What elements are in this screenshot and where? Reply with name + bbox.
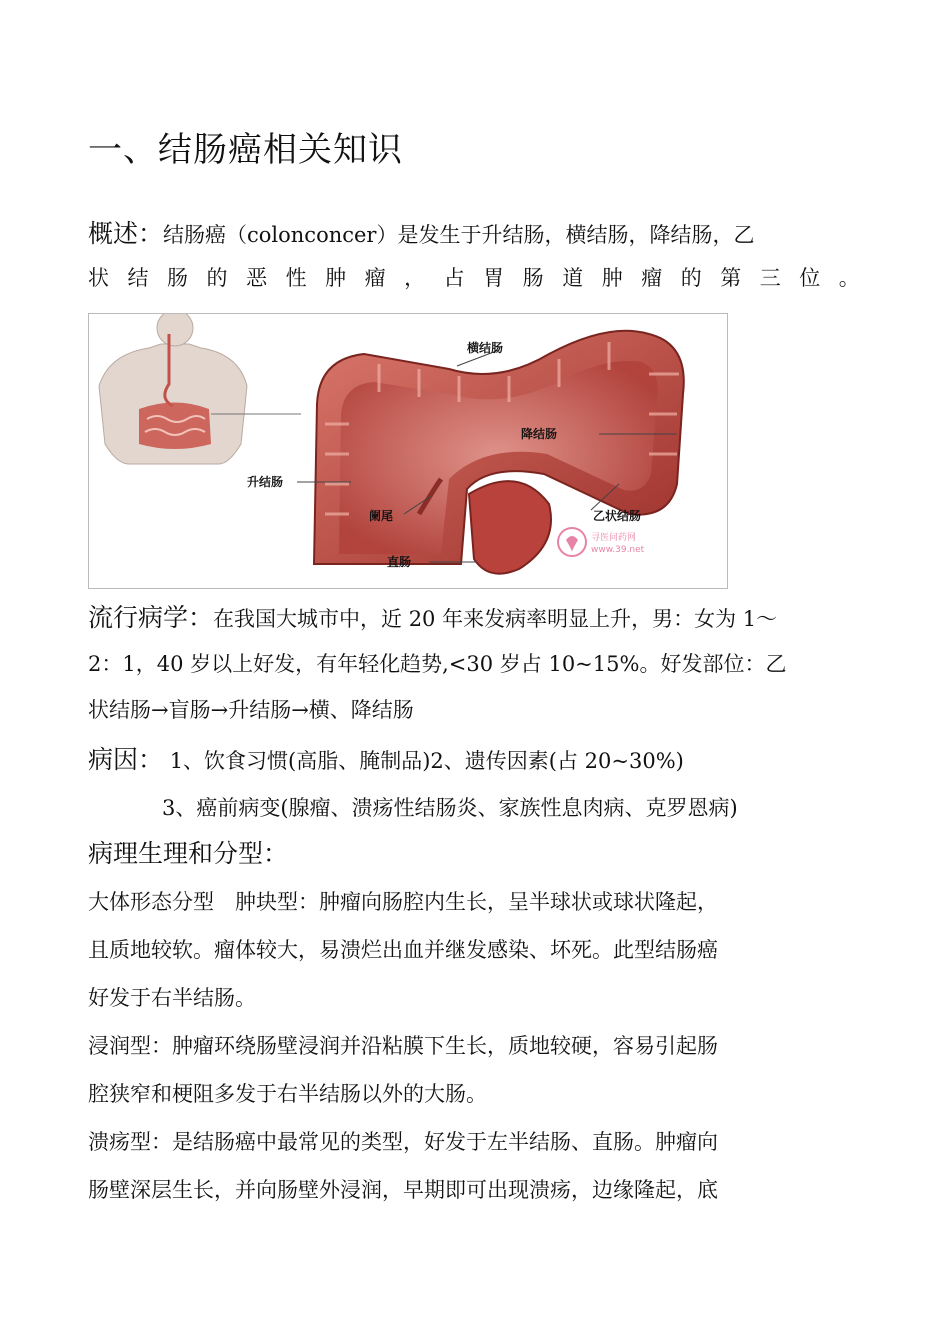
overview-char: 瘤 [641, 266, 663, 290]
overview-char: 第 [720, 266, 742, 290]
overview-char: 道 [562, 266, 584, 290]
overview-char: 占 [443, 266, 465, 290]
overview-char: 肠 [167, 266, 189, 290]
overview-char: 性 [285, 266, 307, 290]
overview-char: 。 [838, 266, 860, 290]
epidemiology-line-2: 2：1，40 岁以上好发，有年轻化趋势,<30 岁占 10~15%。好发部位：乙 [88, 652, 787, 676]
infiltrative-type-line-1: 浸润型：肿瘤环绕肠壁浸润并沿粘膜下生长，质地较硬，容易引起肠 [88, 1034, 718, 1058]
label-rectum: 直肠 [387, 555, 412, 569]
section-heading: 一、结肠癌相关知识 [88, 130, 403, 170]
mass-type-line-3: 好发于右半结肠。 [88, 986, 256, 1010]
overview-char: 的 [680, 266, 702, 290]
mass-type-line-1: 大体形态分型 肿块型：肿瘤向肠腔内生长，呈半球状或球状隆起， [88, 890, 718, 914]
label-sigmoid-colon: 乙状结肠 [593, 509, 642, 523]
overview-lead: 概述： [88, 219, 164, 248]
overview-line-2 [88, 262, 860, 292]
epidemiology-text-1: 在我国大城市中，近 20 年来发病率明显上升，男：女为 1～ [213, 607, 778, 631]
ulcerative-type-line-1: 溃疡型：是结肠癌中最常见的类型，好发于左半结肠、直肠。肿瘤向 [88, 1130, 718, 1154]
label-appendix: 阑尾 [369, 509, 394, 523]
torso-illustration [99, 314, 247, 464]
overview-char: 三 [759, 266, 781, 290]
ulcerative-type-line-2: 肠壁深层生长，并向肠壁外浸润，早期即可出现溃疡，边缘隆起，底 [88, 1178, 718, 1202]
overview-char: 肠 [522, 266, 544, 290]
label-descending-colon: 降结肠 [521, 427, 558, 441]
etiology-line-2: 3、癌前病变(腺瘤、溃疡性结肠炎、家族性息肉病、克罗恩病) [162, 796, 738, 820]
mass-type-line-2: 且质地较软。瘤体较大，易溃烂出血并继发感染、坏死。此型结肠癌 [88, 938, 718, 962]
pathology-heading: 病理生理和分型： [88, 839, 289, 868]
overview-char: ， [404, 266, 426, 290]
overview-char: 肿 [325, 266, 347, 290]
watermark-url: www.39.net [591, 545, 645, 555]
colon-illustration [89, 314, 727, 588]
overview-line-1 [88, 214, 754, 250]
watermark-text: 寻医问药网 [591, 533, 637, 543]
overview-char: 胃 [483, 266, 505, 290]
colon-anatomy-figure [88, 313, 728, 589]
epidemiology-line-3: 状结肠→盲肠→升结肠→横、降结肠 [88, 698, 414, 722]
epidemiology-lead: 流行病学： [88, 603, 214, 632]
epidemiology-line-1 [88, 598, 777, 634]
overview-char: 结 [127, 266, 149, 290]
watermark-logo [558, 528, 645, 556]
etiology-line-1 [88, 740, 684, 776]
label-ascending-colon: 升结肠 [247, 475, 284, 489]
overview-text-1: 结肠癌（colonconcer）是发生于升结肠，横结肠，降结肠，乙 [163, 223, 755, 247]
overview-char: 状 [88, 266, 109, 290]
overview-char: 的 [206, 266, 228, 290]
etiology-lead: 病因： [88, 745, 164, 774]
overview-char: 位 [799, 266, 821, 290]
label-transverse-colon: 横结肠 [467, 341, 504, 355]
etiology-text-1: 1、饮食习惯(高脂、腌制品)2、遗传因素(占 20~30%) [163, 749, 684, 773]
overview-char: 恶 [246, 266, 268, 290]
overview-char: 瘤 [364, 266, 386, 290]
overview-char: 肿 [601, 266, 623, 290]
infiltrative-type-line-2: 腔狭窄和梗阻多发于右半结肠以外的大肠。 [88, 1082, 487, 1106]
